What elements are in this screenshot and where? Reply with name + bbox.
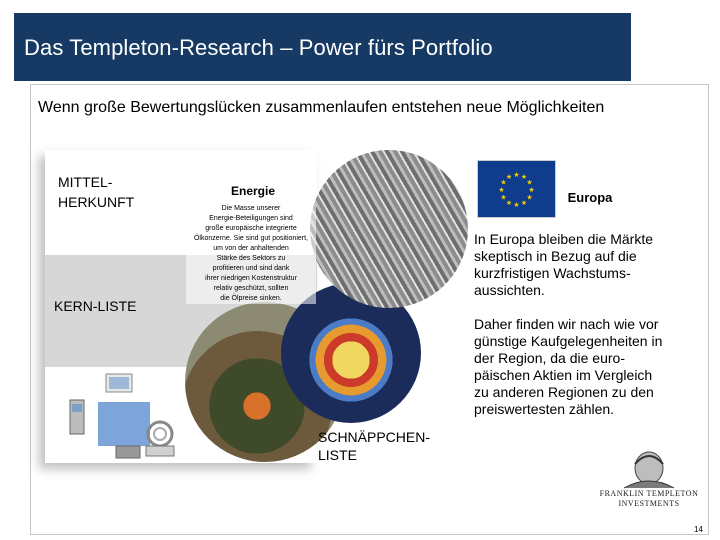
text-line: preiswertesten zählen. (474, 401, 615, 417)
text-line: Daher finden wir nach wie vor (474, 316, 659, 332)
label-line: HERKUNFT (58, 194, 135, 210)
europa-paragraph-2 (474, 316, 686, 418)
svg-text:★: ★ (513, 171, 520, 179)
label-line: SCHNÄPPCHEN- (318, 429, 431, 445)
text-line: aussichten. (474, 282, 545, 298)
eu-flag-icon (477, 160, 556, 218)
devices-collage-icon (56, 372, 186, 462)
label-line: MITTEL- (58, 174, 113, 190)
energie-heading: Energie (214, 180, 292, 202)
label-mittelherkunft (58, 172, 134, 212)
text-line: skeptisch in Bezug auf die (474, 248, 637, 264)
text-line: päischen Aktien im Vergleich (474, 367, 653, 383)
energie-line: die Ölpreise sinken. (220, 295, 282, 302)
svg-text:★: ★ (500, 193, 507, 202)
svg-text:★: ★ (505, 173, 513, 181)
page-number: 14 (694, 525, 703, 534)
energie-line: Stärke des Sektors zu (216, 255, 286, 262)
text-line: zu anderen Regionen zu den (474, 384, 654, 400)
page-title: Das Templeton-Research – Power fürs Portfolio (24, 35, 493, 60)
energie-line: große europäische integrierte (205, 225, 297, 232)
svg-text:★: ★ (520, 173, 528, 181)
energie-line: ihrer niedrigen Kostenstruktur (205, 275, 297, 282)
text-line: günstige Kaufgelegenheiten in (474, 333, 663, 349)
svg-text:★: ★ (526, 178, 533, 187)
title-bar (14, 13, 631, 81)
label-schnaeppchenliste (318, 428, 430, 464)
svg-text:★: ★ (526, 193, 533, 202)
svg-text:★: ★ (505, 199, 513, 207)
svg-text:★: ★ (498, 186, 505, 194)
franklin-templeton-logo (594, 489, 704, 509)
text-line: der Region, da die euro- (474, 350, 625, 366)
text-line: kurzfristigen Wachstums- (474, 265, 631, 281)
logo-line: FRANKLIN TEMPLETON (599, 489, 699, 498)
energie-line: um von der anhaltenden (213, 245, 289, 252)
energie-line: relativ geschützt, sollten (213, 285, 289, 292)
energie-text (186, 204, 316, 304)
label-kernliste: KERN-LISTE (54, 298, 137, 314)
europa-paragraph-1 (474, 231, 686, 299)
europa-heading: Europa (558, 186, 622, 210)
svg-text:★: ★ (520, 199, 528, 207)
label-line: LISTE (318, 447, 357, 463)
svg-text:★: ★ (513, 201, 520, 209)
nails-image (310, 150, 468, 308)
svg-text:★: ★ (528, 186, 535, 194)
svg-text:★: ★ (500, 178, 507, 187)
energie-line: Ölkonzerne. Sie sind gut positioniert, (193, 235, 308, 242)
logo-line: INVESTMENTS (618, 499, 680, 508)
energie-line: Die Masse unserer (221, 205, 281, 212)
subtitle: Wenn große Bewertungslücken zusammenlaufen entstehen neue Möglichkeiten (38, 99, 605, 116)
energie-line: profitieren und sind dank (212, 265, 290, 272)
text-line: In Europa bleiben die Märkte (474, 231, 653, 247)
eu-stars (478, 161, 555, 217)
energie-line: Energie-Beteiligungen sind (209, 215, 293, 222)
